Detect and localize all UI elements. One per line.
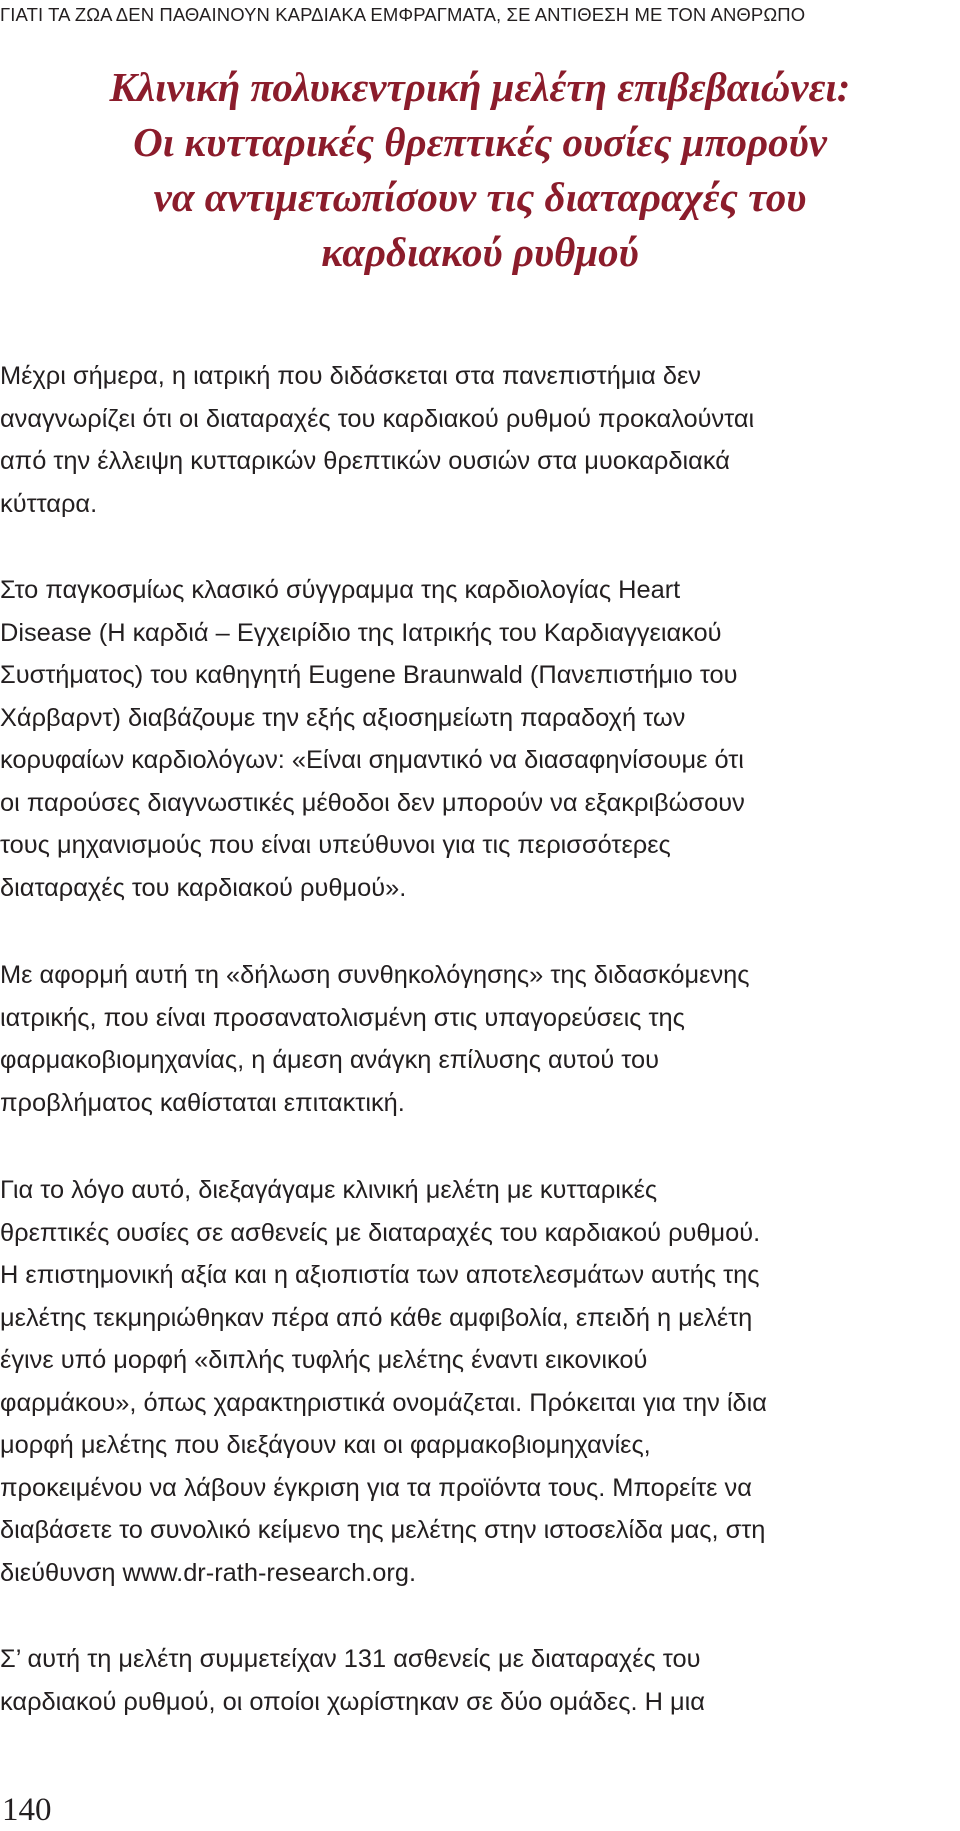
- text-line: έγινε υπό μορφή «διπλής τυφλής μελέτης έναντι εικονικού: [0, 1346, 648, 1374]
- text-line: Στο παγκοσμίως κλασικό σύγγραμμα της καρδιολογίας Heart: [0, 576, 681, 604]
- text-line: θρεπτικές ουσίες σε ασθενείς με διαταραχές του καρδιακού ρυθμού.: [0, 1218, 761, 1247]
- text-line: από την έλλειψη κυτταρικών θρεπτικών ουσιών στα μυοκαρδιακά: [0, 447, 730, 475]
- paragraph-braunwald-quote: [0, 569, 960, 909]
- article-body: [0, 355, 960, 1766]
- running-head: ΓΙΑΤΙ ΤΑ ΖΩΑ ΔΕΝ ΠΑΘΑΙΝΟΥΝ ΚΑΡΔΙΑΚΑ ΕΜΦΡΑΓΜΑΤΑ, ΣΕ ΑΝΤΙΘΕΣΗ ΜΕ ΤΟΝ ΑΝΘΡΩΠΟ: [0, 4, 806, 25]
- paragraph-urgency: [0, 954, 960, 1124]
- text-line: τους μηχανισμούς που είναι υπεύθυνοι για τις περισσότερες: [0, 831, 671, 859]
- text-line: Μέχρι σήμερα, η ιατρική που διδάσκεται στα πανεπιστήμια δεν: [0, 362, 701, 390]
- text-line: διαβάσετε το συνολικό κείμενο της μελέτης στην ιστοσελίδα μας, στη: [0, 1516, 766, 1544]
- text-line: ιατρικής, που είναι προσανατολισμένη στις υπαγορεύσεις της: [0, 1003, 685, 1032]
- text-line: προκειμένου να λάβουν έγκριση για τα προϊόντα τους. Μπορείτε να: [0, 1473, 752, 1502]
- text-line: προβλήματος καθίσταται επιτακτική.: [0, 1088, 405, 1117]
- text-line: καρδιακού ρυθμού, οι οποίοι χωρίστηκαν σε δύο ομάδες. Η μια: [0, 1687, 705, 1716]
- text-line: Disease (Η καρδιά – Εγχειρίδιο της Ιατρικής του Καρδιαγγειακού: [0, 618, 722, 647]
- headline-line: να αντιμετωπίσουν τις διαταραχές του: [153, 174, 807, 220]
- text-line: Η επιστημονική αξία και η αξιοπιστία των αποτελεσμάτων αυτής της: [0, 1261, 760, 1289]
- text-line: διαταραχές του καρδιακού ρυθμού».: [0, 873, 407, 902]
- text-line: διεύθυνση www.dr-rath-research.org.: [0, 1558, 417, 1587]
- text-line: Για το λόγο αυτό, διεξαγάγαμε κλινική μελέτη με κυτταρικές: [0, 1176, 658, 1204]
- text-line: Με αφορμή αυτή τη «δήλωση συνθηκολόγησης» της διδασκόμενης: [0, 961, 750, 989]
- paragraph-intro: [0, 355, 960, 525]
- text-line: μορφή μελέτης που διεξάγουν και οι φαρμακοβιομηχανίες,: [0, 1431, 651, 1459]
- text-line: φαρμακοβιομηχανίας, η άμεση ανάγκη επίλυσης αυτού του: [0, 1046, 659, 1074]
- text-line: Συστήματος) του καθηγητή Eugene Braunwald (Πανεπιστήμιο του: [0, 661, 738, 689]
- headline-line: Κλινική πολυκεντρική μελέτη επιβεβαιώνει:: [109, 64, 851, 110]
- headline-line: Οι κυτταρικές θρεπτικές ουσίες μπορούν: [133, 119, 827, 165]
- paragraph-clinical-study: [0, 1169, 960, 1594]
- text-line: Σ’ αυτή τη μελέτη συμμετείχαν 131 ασθενείς με διαταραχές του: [0, 1645, 701, 1673]
- article-headline: [0, 60, 960, 280]
- text-line: κορυφαίων καρδιολόγων: «Είναι σημαντικό να διασαφηνίσουμε ότι: [0, 746, 744, 774]
- text-line: αναγνωρίζει ότι οι διαταραχές του καρδιακού ρυθμού προκαλούνται: [0, 404, 755, 433]
- text-line: μελέτης τεκμηριώθηκαν πέρα από κάθε αμφιβολία, επειδή η μελέτη: [0, 1303, 753, 1332]
- text-line: οι παρούσες διαγνωστικές μέθοδοι δεν μπορούν να εξακριβώσουν: [0, 788, 745, 817]
- text-line: φαρμάκου», όπως χαρακτηριστικά ονομάζεται. Πρόκειται για την ίδια: [0, 1388, 767, 1417]
- page-number: 140: [2, 1792, 52, 1828]
- headline-line: καρδιακού ρυθμού: [321, 229, 639, 275]
- paragraph-participants: [0, 1638, 960, 1723]
- text-line: κύτταρα.: [0, 489, 98, 518]
- text-line: Χάρβαρντ) διαβάζουμε την εξής αξιοσημείωτη παραδοχή των: [0, 703, 686, 732]
